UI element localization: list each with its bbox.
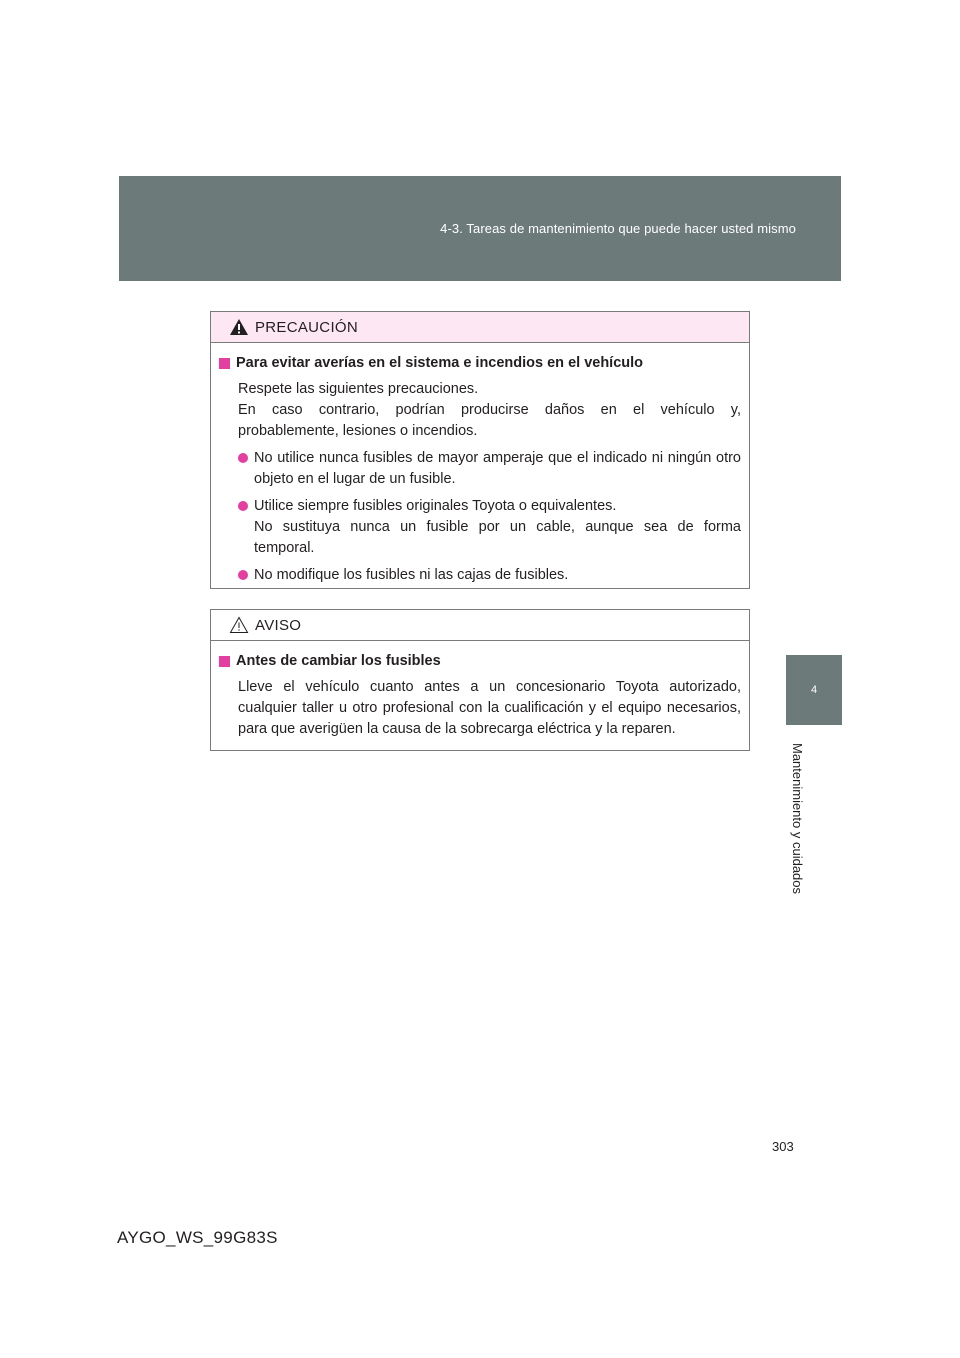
notice-body xyxy=(211,641,749,740)
caution-box xyxy=(210,311,750,589)
caution-bullet xyxy=(219,496,741,559)
bullet-line: No utilice nunca fusibles de mayor amperaje que el indicado ni ningún otro xyxy=(254,450,741,466)
bullet-line: objeto en el lugar de un fusible. xyxy=(254,471,456,487)
notice-box xyxy=(210,609,750,751)
bullet-line: Utilice siempre fusibles originales Toyota o equivalentes. xyxy=(254,498,617,514)
bullet-line: No modifique los fusibles ni las cajas de fusibles. xyxy=(254,567,569,583)
bullet-line: No sustituya nunca un fusible por un cable, aunque sea de forma xyxy=(254,519,741,535)
caution-intro-line: En caso contrario, podrían producirse daños en el vehículo y, xyxy=(238,402,741,418)
chapter-tab xyxy=(786,655,842,725)
header-band xyxy=(119,176,841,281)
caution-bullet xyxy=(219,565,741,586)
round-bullet-icon xyxy=(238,501,248,511)
notice-line: cualquier taller u otro profesional con la cualificación y el equipo necesarios, xyxy=(238,700,741,716)
round-bullet-icon xyxy=(238,453,248,463)
warning-outline-icon xyxy=(229,616,249,634)
notice-section-title xyxy=(219,651,741,672)
chapter-number: 4 xyxy=(810,684,818,696)
chapter-side-label xyxy=(786,733,810,903)
caution-body xyxy=(211,343,749,586)
notice-section-title-text: Antes de cambiar los fusibles xyxy=(236,653,441,669)
notice-heading: AVISO xyxy=(255,616,302,634)
section-header-title: 4-3. Tareas de mantenimiento que puede hacer usted mismo xyxy=(440,221,796,236)
notice-header xyxy=(211,610,749,641)
document-code: AYGO_WS_99G83S xyxy=(117,1228,278,1247)
notice-line: para que averigüen la causa de la sobrecarga eléctrica y la reparen. xyxy=(238,721,676,737)
caution-intro-line: Respete las siguientes precauciones. xyxy=(238,381,479,397)
warning-filled-icon xyxy=(229,318,249,336)
caution-bullet xyxy=(219,448,741,490)
caution-intro xyxy=(219,379,741,442)
square-bullet-icon xyxy=(219,656,230,667)
notice-text xyxy=(219,677,741,740)
square-bullet-icon xyxy=(219,358,230,369)
round-bullet-icon xyxy=(238,570,248,580)
page-number: 303 xyxy=(772,1139,794,1154)
chapter-title: Mantenimiento y cuidados xyxy=(790,742,806,894)
caution-section-title xyxy=(219,353,741,374)
caution-header xyxy=(211,312,749,343)
caution-intro-line: probablemente, lesiones o incendios. xyxy=(238,423,478,439)
bullet-line: temporal. xyxy=(254,540,315,556)
notice-line: Lleve el vehículo cuanto antes a un concesionario Toyota autorizado, xyxy=(238,679,741,695)
caution-heading: PRECAUCIÓN xyxy=(255,318,359,336)
caution-section-title-text: Para evitar averías en el sistema e incendios en el vehículo xyxy=(236,355,644,371)
